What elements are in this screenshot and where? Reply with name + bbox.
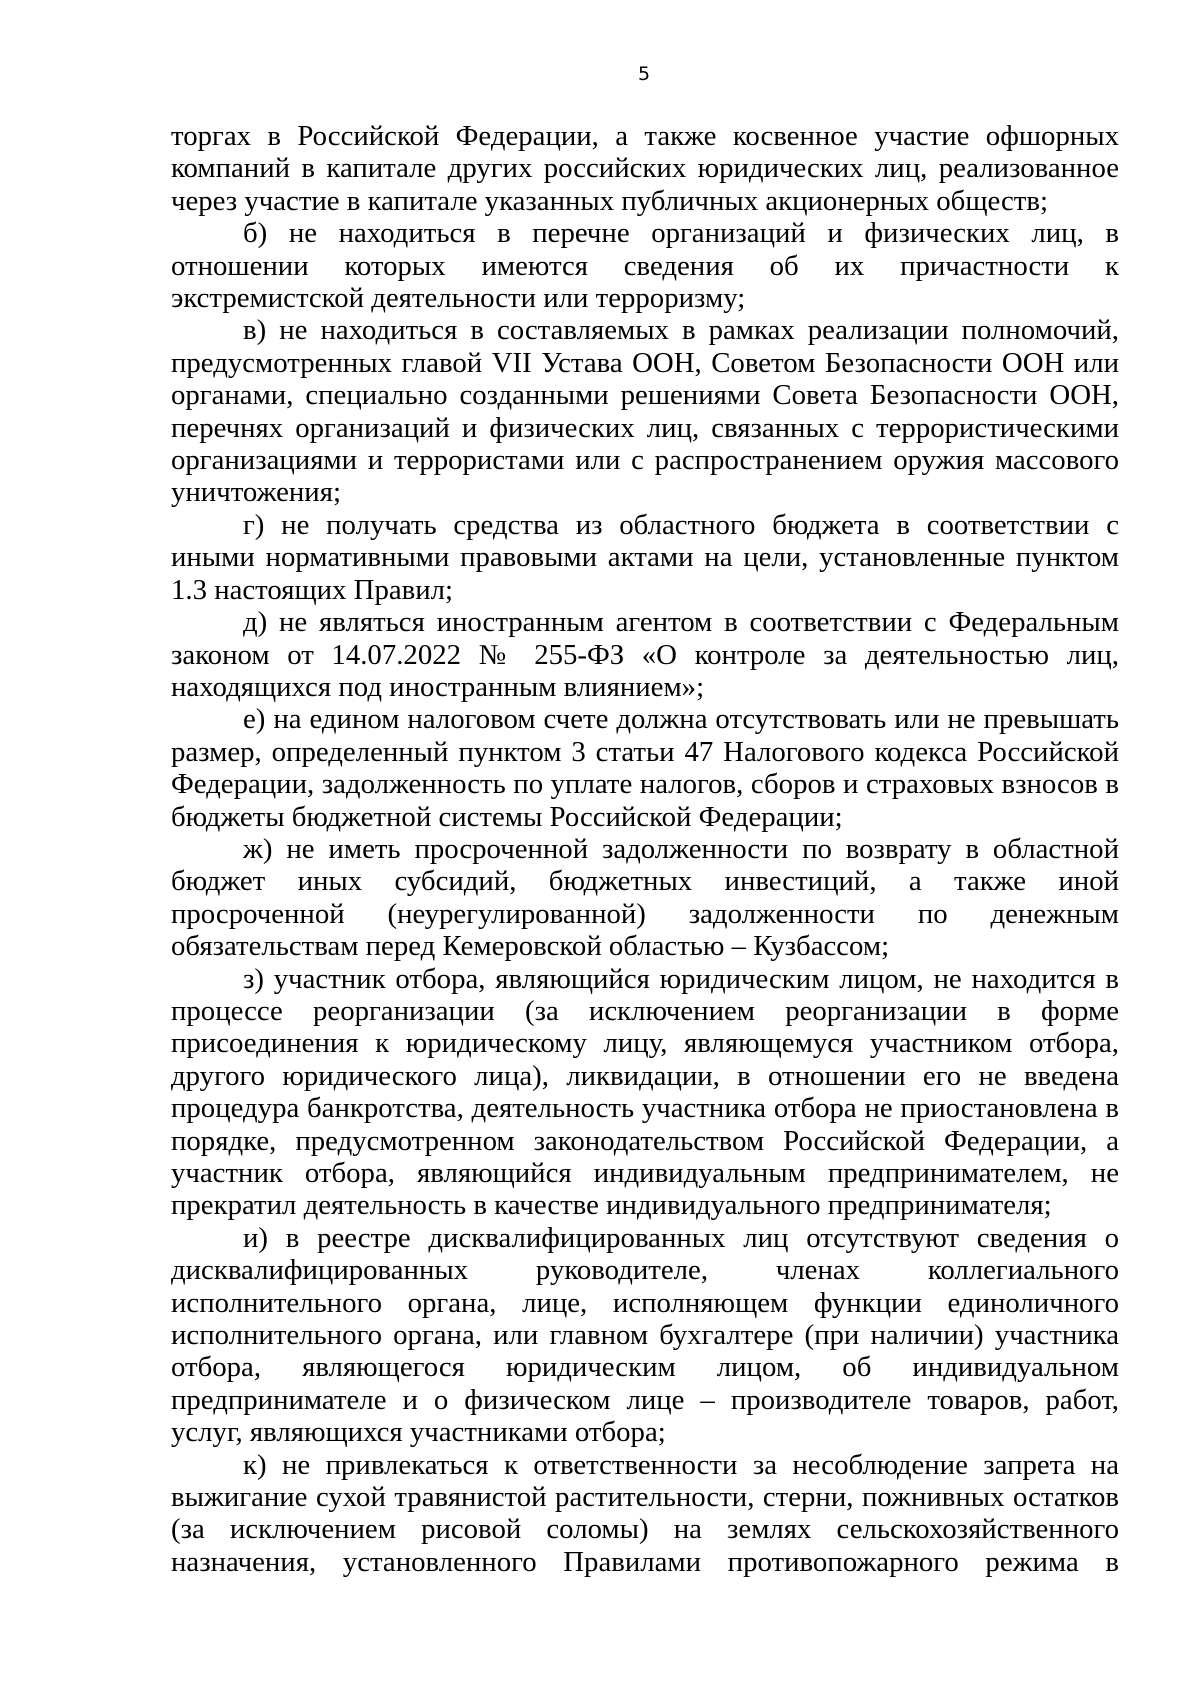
paragraph-continuation: торгах в Российской Федерации, а также косвенное участие офшорных компаний в капитале других российских юридических лиц, реализованное через участие в капитале указанных публичных акционерных обществ; [171, 120, 1119, 217]
paragraph-item-d: д) не являться иностранным агентом в соответствии с Федеральным законом от 14.07.2022 № 255-ФЗ «О контроле за деятельностью лиц, находящихся под иностранным влиянием»; [171, 606, 1119, 703]
paragraph-item-e: е) на едином налоговом счете должна отсутствовать или не превышать размер, определенный пунктом 3 статьи 47 Налогового кодекса Российской Федерации, задолженность по уплате налогов, сборов и страховых взносов в бюджеты бюджетной системы Российской Федерации; [171, 703, 1119, 833]
paragraph-item-b: б) не находиться в перечне организаций и физических лиц, в отношении которых имеются сведения об их причастности к экстремистской деятельности или терроризму; [171, 217, 1119, 315]
paragraph-item-i: и) в реестре дисквалифицированных лиц отсутствуют сведения о дисквалифицированных руководителе, членах коллегиального исполнительного органа, лице, исполняющем функции единоличного исполнительного органа, или главном бухгалтере (при наличии) участника отбора, являющегося юридическим лицом, об индивидуальном предпринимателе и о физическом лице – производителе товаров, работ, услуг, являющихся участниками отбора; [171, 1221, 1119, 1449]
document-body [171, 120, 1119, 1578]
paragraph-item-g: г) не получать средства из областного бюджета в соответствии с иными нормативными правовыми актами на цели, установленные пунктом 1.3 настоящих Правил; [171, 508, 1119, 606]
page-number: 5 [637, 63, 651, 85]
paragraph-item-zh: ж) не иметь просроченной задолженности по возврату в областной бюджет иных субсидий, бюджетных инвестиций, а также иной просроченной (неурегулированной) задолженности по денежным обязательствам перед Кемеровской областью – Кузбассом; [171, 832, 1119, 963]
paragraph-item-v: в) не находиться в составляемых в рамках реализации полномочий, предусмотренных главой VII Устава ООН, Советом Безопасности ООН или органами, специально созданными решениями Совета Безопасности ООН, перечнях организаций и физических лиц, связанных с террористическими организациями и террористами или с распространением оружия массового уничтожения; [171, 314, 1119, 509]
paragraph-item-k: к) не привлекаться к ответственности за несоблюдение запрета на выжигание сухой травянистой растительности, стерни, пожнивных остатков (за исключением рисовой соломы) на землях сельскохозяйственного назначения, установленного Правилами противопожарного режима в [171, 1448, 1119, 1578]
paragraph-item-z: з) участник отбора, являющийся юридическим лицом, не находится в процессе реорганизации (за исключением реорганизации в форме присоединения к юридическому лицу, являющемуся участником отбора, другого юридического лица), ликвидации, в отношении его не введена процедура банкротства, деятельность участника отбора не приостановлена в порядке, предусмотренном законодательством Российской Федерации, а участник отбора, являющийся индивидуальным предпринимателем, не прекратил деятельность в качестве индивидуального предпринимателя; [171, 962, 1119, 1222]
